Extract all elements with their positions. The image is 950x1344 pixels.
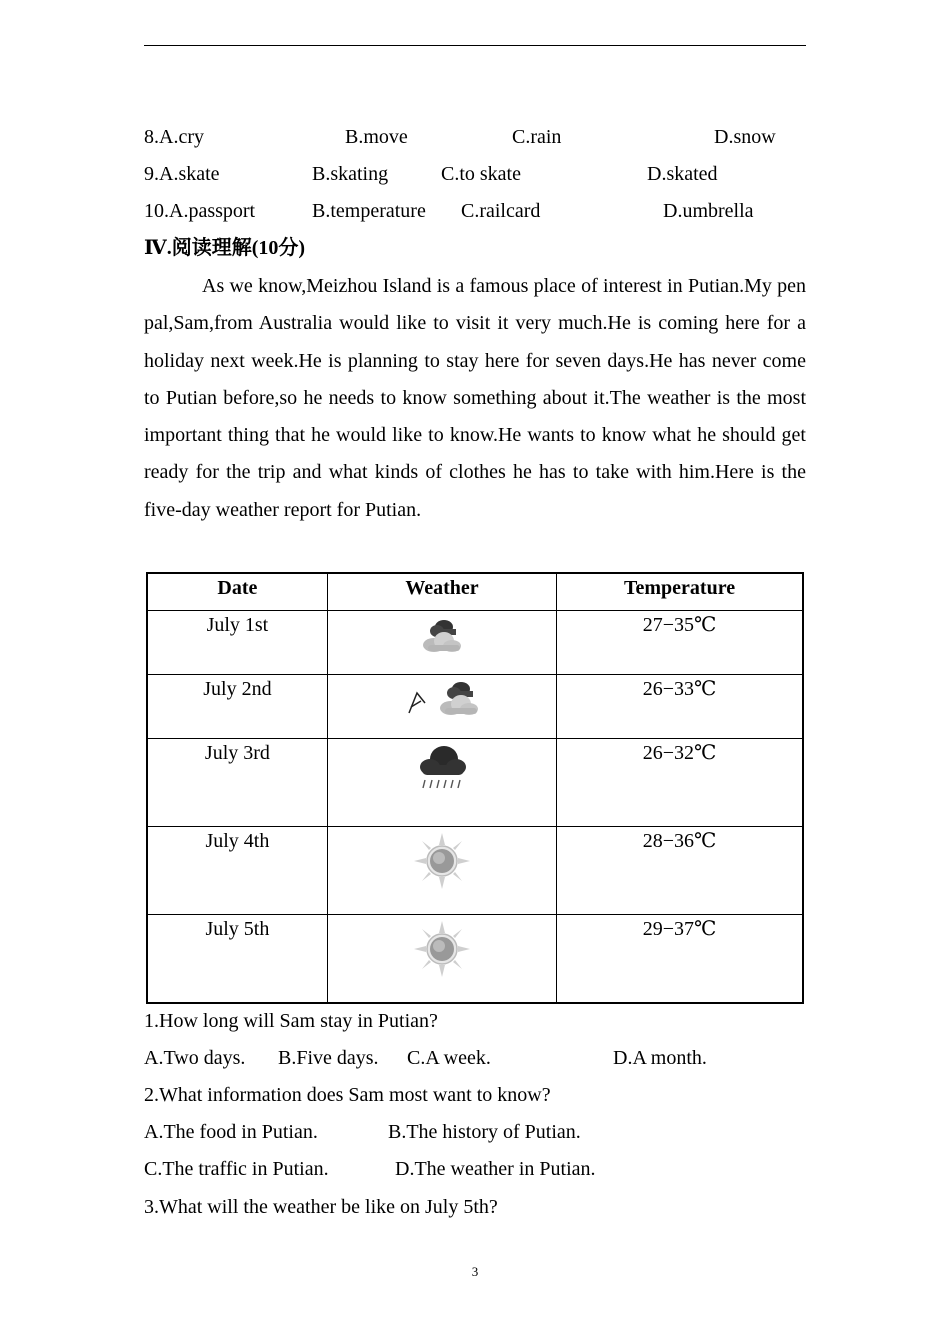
sunny-icon <box>412 919 472 985</box>
row-temperature: 26−32℃ <box>557 739 803 827</box>
header-weather: Weather <box>327 573 556 611</box>
option-9d: D.skated <box>647 163 718 185</box>
option-10d: D.umbrella <box>663 200 754 222</box>
row-date: July 1st <box>147 611 327 675</box>
table-row <box>147 827 803 915</box>
row-temperature: 26−33℃ <box>557 675 803 739</box>
row-date: July 2nd <box>147 675 327 739</box>
q2-option-d: D.The weather in Putian. <box>395 1158 596 1180</box>
windy-cloudy-icon <box>397 679 487 725</box>
option-8b: B.move <box>345 126 408 148</box>
option-8d: D.snow <box>714 126 776 148</box>
header-temperature: Temperature <box>557 573 803 611</box>
q1-option-c: C.A week. <box>407 1047 491 1069</box>
row-temperature: 29−37℃ <box>557 915 803 1003</box>
table-row <box>147 739 803 827</box>
table-header-row <box>147 573 803 611</box>
row-date: July 4th <box>147 827 327 915</box>
q2-option-b: B.The history of Putian. <box>388 1121 581 1143</box>
cloudy-icon <box>412 615 472 661</box>
table-row <box>147 675 803 739</box>
question-1: 1.How long will Sam stay in Putian? <box>144 1010 438 1032</box>
option-9c: C.to skate <box>441 163 521 185</box>
reading-passage: As we know,Meizhou Island is a famous place of interest in Putian.My pen pal,Sam,from Australia would like to visit it very much.He is coming here for a holiday next week.He is planning to stay here for seven days.He has never come to Putian before,so he needs to know something about it.The weather is the most important thing that he would like to know.He wants to know what he should get ready for the trip and what kinds of clothes he has to take with him.Here is the five-day weather report for Putian. <box>144 275 806 521</box>
option-10b: B.temperature <box>312 200 426 222</box>
option-8c: C.rain <box>512 126 562 148</box>
weather-table <box>146 572 804 1004</box>
section-heading: Ⅳ.阅读理解(10分) <box>144 237 306 259</box>
header-rule <box>144 45 806 46</box>
header-date: Date <box>147 573 327 611</box>
q1-option-b: B.Five days. <box>278 1047 379 1069</box>
table-row <box>147 915 803 1003</box>
option-10a: 10.A.passport <box>144 200 256 222</box>
option-8a: 8.A.cry <box>144 126 204 148</box>
question-2: 2.What information does Sam most want to know? <box>144 1084 551 1106</box>
row-temperature: 28−36℃ <box>557 827 803 915</box>
row-date: July 5th <box>147 915 327 1003</box>
row-date: July 3rd <box>147 739 327 827</box>
row-temperature: 27−35℃ <box>557 611 803 675</box>
option-9b: B.skating <box>312 163 389 185</box>
q2-option-a: A.The food in Putian. <box>144 1121 318 1143</box>
q1-option-a: A.Two days. <box>144 1047 246 1069</box>
q2-option-c: C.The traffic in Putian. <box>144 1158 329 1180</box>
option-10c: C.railcard <box>461 200 541 222</box>
question-3: 3.What will the weather be like on July 5th? <box>144 1196 498 1218</box>
q1-option-d: D.A month. <box>613 1047 707 1069</box>
option-9a: 9.A.skate <box>144 163 220 185</box>
table-row <box>147 611 803 675</box>
sunny-icon <box>412 831 472 897</box>
page-number: 3 <box>471 1264 479 1279</box>
rain-icon <box>410 743 474 801</box>
